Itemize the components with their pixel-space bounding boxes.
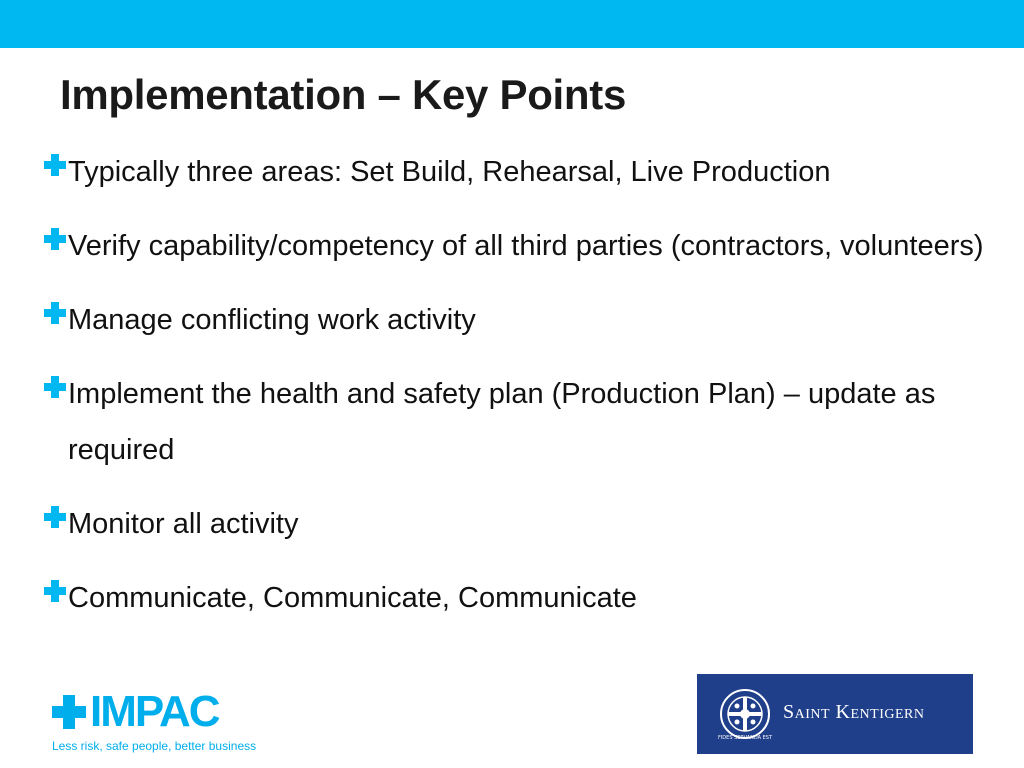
plus-icon [44, 580, 66, 602]
saint-kentigern-logo [697, 674, 973, 754]
bullet-item [44, 570, 994, 626]
crest-icon [717, 686, 773, 742]
bullet-item [44, 496, 994, 552]
plus-icon [44, 376, 66, 398]
bullet-text: Typically three areas: Set Build, Rehearsal, Live Production [68, 156, 831, 188]
impac-wordmark [52, 688, 219, 736]
bullet-text: Monitor all activity [68, 508, 299, 540]
bullet-text: Implement the health and safety plan (Production Plan) – update as required [68, 378, 936, 466]
saint-kentigern-name: Saint Kentigern [783, 701, 925, 723]
impac-plus-icon [52, 695, 86, 729]
plus-icon [44, 302, 66, 324]
bullet-item [44, 292, 994, 348]
bullet-list [44, 144, 994, 644]
bullet-item [44, 218, 994, 274]
bullet-item [44, 366, 994, 478]
impac-name: IMPAC [90, 687, 219, 736]
bullet-text: Communicate, Communicate, Communicate [68, 582, 637, 614]
bullet-item [44, 144, 994, 200]
bullet-text: Manage conflicting work activity [68, 304, 476, 336]
impac-tagline: Less risk, safe people, better business [52, 739, 257, 753]
bullet-text: Verify capability/competency of all third parties (contractors, volunteers) [68, 230, 984, 262]
crest-motto: FIDES SERVANDA EST [717, 735, 773, 741]
plus-icon [44, 154, 66, 176]
top-accent-bar [0, 0, 1024, 48]
plus-icon [44, 506, 66, 528]
plus-icon [44, 228, 66, 250]
impac-logo [52, 688, 272, 758]
slide-title: Implementation – Key Points [60, 71, 627, 118]
